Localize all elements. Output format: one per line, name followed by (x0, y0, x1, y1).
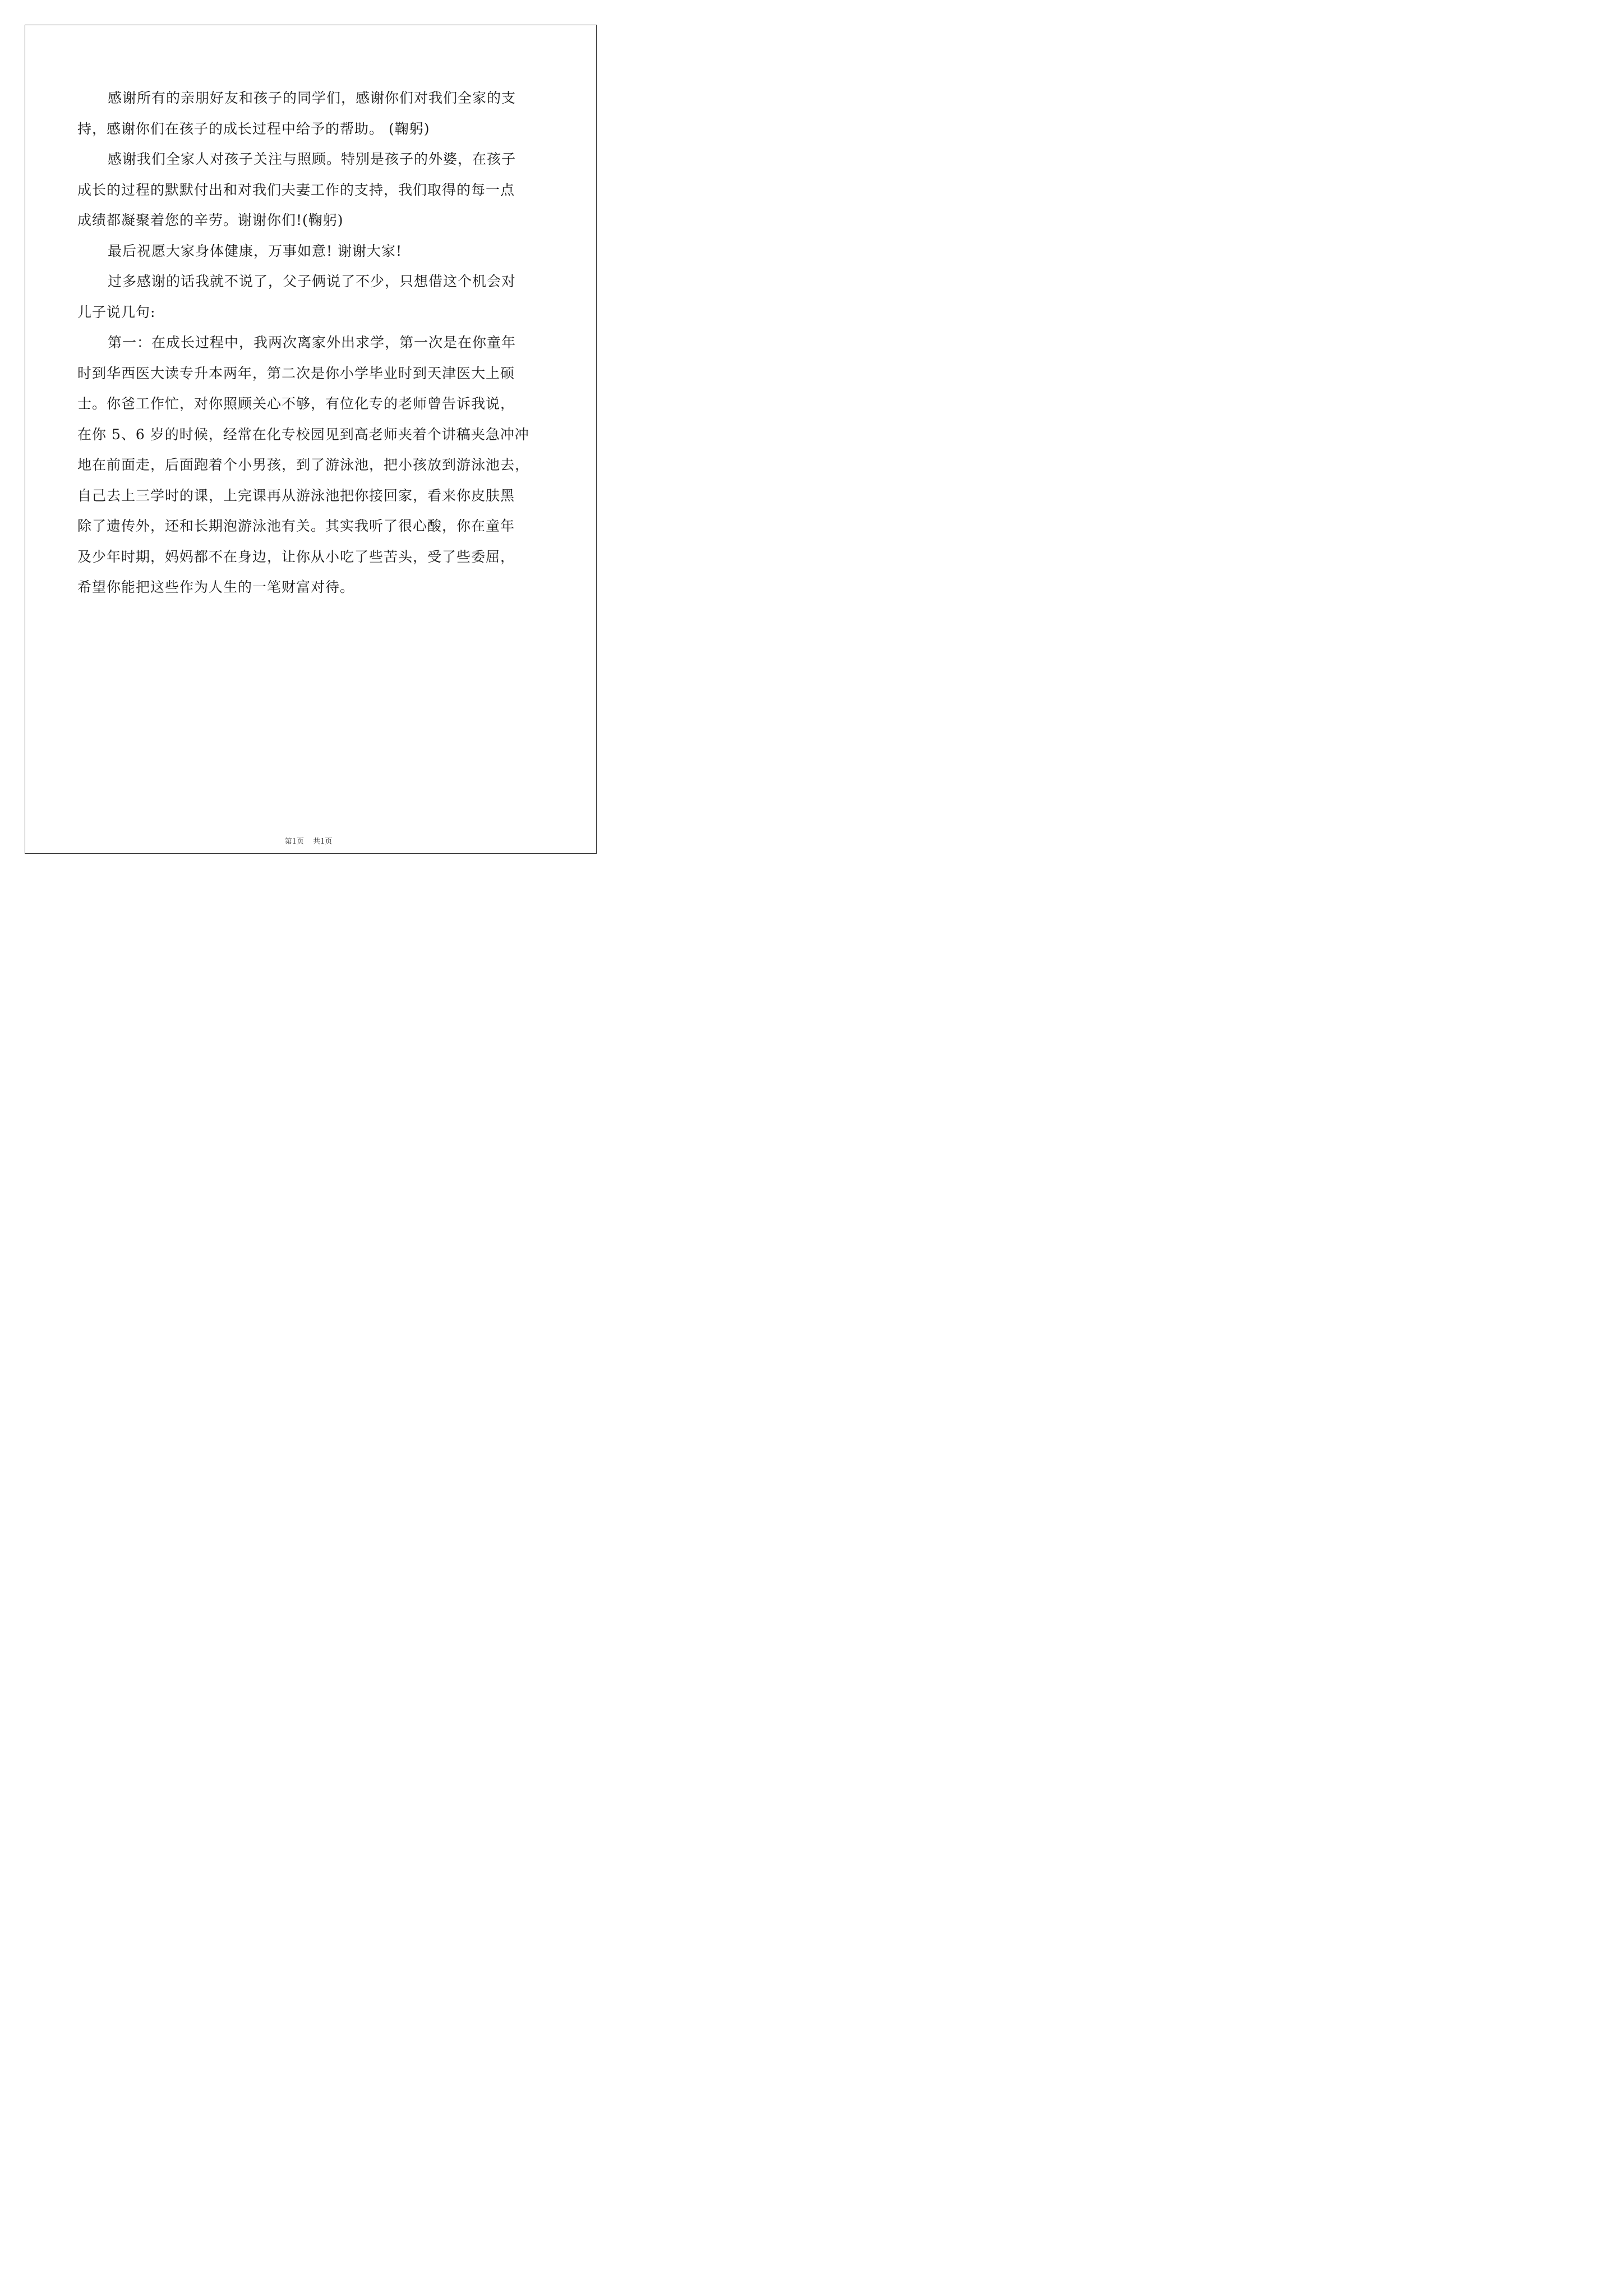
paragraph-line: 在你 5、6 岁的时候，经常在化专校园见到高老师夹着个讲稿夹急冲冲 (77, 426, 529, 443)
paragraph-line: 除了遗传外，还和长期泡游泳池有关。其实我听了很心酸，你在童年 (77, 518, 515, 534)
paragraph-line: 时到华西医大读专升本两年，第二次是你小学毕业时到天津医大上硕 (77, 365, 515, 381)
paragraph-line: 希望你能把这些作为人生的一笔财富对待。 (77, 579, 355, 595)
paragraph-line: 感谢所有的亲朋好友和孩子的同学们，感谢你们对我们全家的支 (108, 90, 517, 106)
paragraph-line: 成绩都凝聚着您的辛劳。谢谢你们!(鞠躬) (77, 212, 344, 228)
paragraph-line: 自己去上三学时的课，上完课再从游泳池把你接回家，看来你皮肤黑 (77, 487, 515, 504)
page-number: 第1页 (284, 838, 304, 846)
paragraph-line: 成长的过程的默默付出和对我们夫妻工作的支持，我们取得的每一点 (77, 181, 515, 198)
paragraph-line: 第一：在成长过程中，我两次离家外出求学，第一次是在你童年 (108, 334, 517, 351)
paragraph-line: 最后祝愿大家身体健康，万事如意! 谢谢大家! (108, 242, 403, 259)
paragraph-line: 儿子说几句: (77, 303, 156, 320)
paragraph-line: 持，感谢你们在孩子的成长过程中给予的帮助。 (鞠躬) (77, 120, 430, 137)
document-body (77, 83, 555, 603)
page-total: 共1页 (313, 838, 333, 846)
paragraph-line: 地在前面走，后面跑着个小男孩，到了游泳池，把小孩放到游泳池去， (77, 457, 530, 473)
paragraph-line: 士。你爸工作忙，对你照顾关心不够，有位化专的老师曾告诉我说， (77, 395, 515, 412)
paragraph-line: 过多感谢的话我就不说了，父子俩说了不少，只想借这个机会对 (108, 273, 517, 289)
page-footer (0, 835, 617, 846)
paragraph-line: 感谢我们全家人对孩子关注与照顾。特别是孩子的外婆，在孩子 (108, 151, 517, 167)
paragraph-line: 及少年时期，妈妈都不在身边，让你从小吃了些苦头，受了些委屈， (77, 548, 515, 565)
